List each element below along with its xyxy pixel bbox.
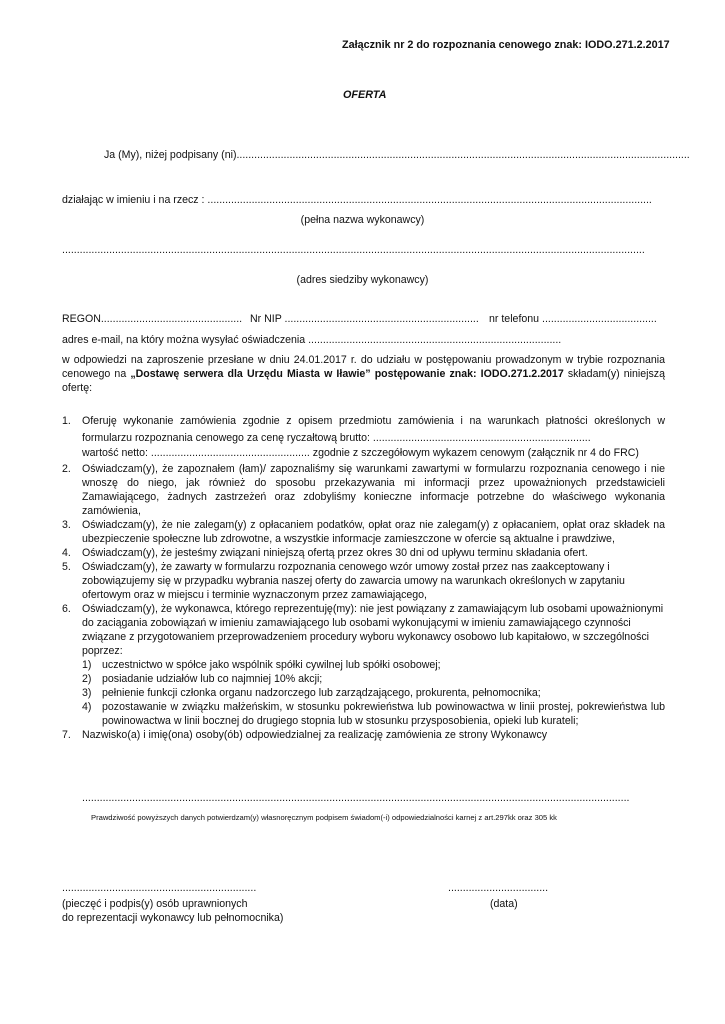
- list-item-number: 2.: [62, 463, 71, 475]
- intro-procurement-title: „Dostawę serwera dla Urzędu Miasta w Iławie” postępowanie znak: IODO.271.2.2017: [130, 368, 564, 380]
- list-item: [62, 413, 665, 462]
- page-title: OFERTA: [343, 89, 387, 101]
- list-item: [62, 462, 665, 518]
- sub-list-item: [62, 686, 665, 700]
- intro-text-start: w odpowiedzi na zaproszenie przesłane w dniu 24.01.2017 r. do udziału w postępowaniu prowadzonym w trybie rozpoznania cenowego na: [62, 354, 665, 380]
- signature-line: ..................................................................: [62, 882, 257, 894]
- address-line: ......................................................................................................................................................................................................: [62, 244, 645, 256]
- attachment-header: Załącznik nr 2 do rozpoznania cenowego znak: IODO.271.2.2017: [342, 39, 670, 51]
- list-item-number: 7.: [62, 729, 71, 741]
- responsible-person-line: ..........................................................................................................................................................................................: [82, 792, 630, 804]
- list-item: [62, 602, 665, 658]
- list-item-text: Oświadczam(y), że wykonawca, którego reprezentuję(my): nie jest powiązany z zamawiającym lub osobami upoważnionymi do zaciągania zobowiązań w imieniu zamawiającego lub osobami wykonującymi w imieniu zamawiającego czynności związane z przygotowaniem przeprowadzeniem procedury wyboru wykonawcy osobowo lub kapitałowo, w szczególności poprzez:: [82, 603, 664, 657]
- list-item-text: Oświadczam(y), że zawarty w formularzu rozpoznania cenowego wzór umowy został przez nas zaakceptowany i zobowiązujemy się w przypadku wybrania naszej oferty do zawarcia umowy na warunkach określonych w zapytaniu ofertowym oraz w miejscu i terminie wyznaczonym przez zamawiającego,: [82, 561, 625, 601]
- sub-list-item: [62, 672, 665, 686]
- list-item-text: Oświadczam(y), że nie zalegam(y) z opłacaniem podatków, opłat oraz nie zalegam(y) z opłacaniem, opłat oraz składek na ubezpieczenie społeczne lub zdrowotne, a wszystkie informacje zamieszczone w ofercie są aktualne i prawdziwe,: [82, 519, 665, 545]
- intro-text-end: składam(y) niniejszą ofertę:: [62, 368, 665, 394]
- date-caption: (data): [490, 898, 518, 910]
- declarations-list: [62, 413, 665, 742]
- sub-list-item-text: pozostawanie w związku małżeńskim, w stosunku pokrewieństwa lub powinowactwa w linii prostej, pokrewieństwa lub powinowactwa w linii bocznej do drugiego stopnia lub w stosunku przysposobienia, opieki lub kurateli;: [102, 701, 665, 727]
- list-item-text: Oferuję wykonanie zamówienia zgodnie z opisem przedmiotu zamówienia i na warunkach płatności określonych w: [82, 415, 665, 427]
- intro-paragraph: [62, 353, 665, 395]
- sub-list-item-number: 2): [82, 673, 92, 685]
- signature-caption: (pieczęć i podpis(y) osób uprawnionych: [62, 898, 248, 910]
- contractor-name-caption: (pełna nazwa wykonawcy): [300, 214, 425, 226]
- sub-list-item-text: pełnienie funkcji członka organu nadzorczego lub zarządzającego, prokurenta, pełnomocnika;: [102, 687, 541, 699]
- list-item-number: 1.: [62, 415, 71, 427]
- sub-list-item: [62, 658, 665, 672]
- sub-list-item-number: 4): [82, 701, 92, 713]
- sub-list-item-number: 3): [82, 687, 92, 699]
- signature-caption-continued: do reprezentacji wykonawcy lub pełnomocnika): [62, 912, 284, 924]
- list-item: [62, 518, 665, 546]
- sub-list-item-text: posiadanie udziałów lub co najmniej 10% akcji;: [102, 673, 323, 685]
- gross-price-field: formularzu rozpoznania cenowego za cenę ryczałtową brutto: ..........................................................................: [82, 432, 591, 444]
- net-value-field: wartość netto: ...................................................... zgodnie z szczegółowym wykazem cenowym (załącznik nr 4 do FRC): [82, 447, 639, 459]
- list-item-text: Oświadczam(y), że zapoznałem (łam)/ zapoznaliśmy się warunkami zawartymi w formularzu rozpoznania cenowego i nie wnoszę do niego, jak również do sposobu przekazywania mi informacji przez upoważnionych przedstawicieli Zamawiającego, żadnych zastrzeżeń oraz zdobyliśmy konieczne informacje potrzebne do właściwego wykonania zamówienia,: [82, 463, 665, 517]
- signatory-field: Ja (My), niżej podpisany (ni)..........................................................................................................................................................: [104, 149, 690, 161]
- acting-on-behalf-field: działając w imieniu i na rzecz : .......................................................................................................................................................: [62, 194, 652, 206]
- sub-list-item-number: 1): [82, 659, 92, 671]
- nip-field: Nr NIP ..................................................................: [250, 313, 479, 325]
- declaration-note: Prawdziwość powyższych danych potwierdzam(y) własnoręcznym podpisem świadom(-i) odpowiedzialności karnej z art.297kk oraz 305 kk: [91, 813, 557, 822]
- sub-list-item: [62, 700, 665, 728]
- address-caption: (adres siedziby wykonawcy): [296, 274, 429, 286]
- phone-field: nr telefonu .......................................: [489, 313, 657, 325]
- regon-field: REGON................................................: [62, 313, 243, 325]
- list-item-text: Oświadczam(y), że jesteśmy związani niniejszą ofertą przez okres 30 dni od upływu terminu składania ofert.: [82, 547, 588, 559]
- list-item-number: 5.: [62, 561, 71, 573]
- sub-list-item-text: uczestnictwo w spółce jako wspólnik spółki cywilnej lub spółki osobowej;: [102, 659, 441, 671]
- list-item: [62, 560, 665, 602]
- date-line: ..................................: [448, 882, 549, 894]
- list-item-number: 3.: [62, 519, 71, 531]
- list-item-number: 6.: [62, 603, 71, 615]
- email-field: adres e-mail, na który można wysyłać oświadczenia ......................................................................................: [62, 334, 562, 346]
- list-item: [62, 546, 665, 560]
- list-item: [62, 728, 665, 742]
- list-item-number: 4.: [62, 547, 71, 559]
- list-item-text: Nazwisko(a) i imię(ona) osoby(ób) odpowiedzialnej za realizację zamówienia ze strony Wykonawcy: [82, 729, 548, 741]
